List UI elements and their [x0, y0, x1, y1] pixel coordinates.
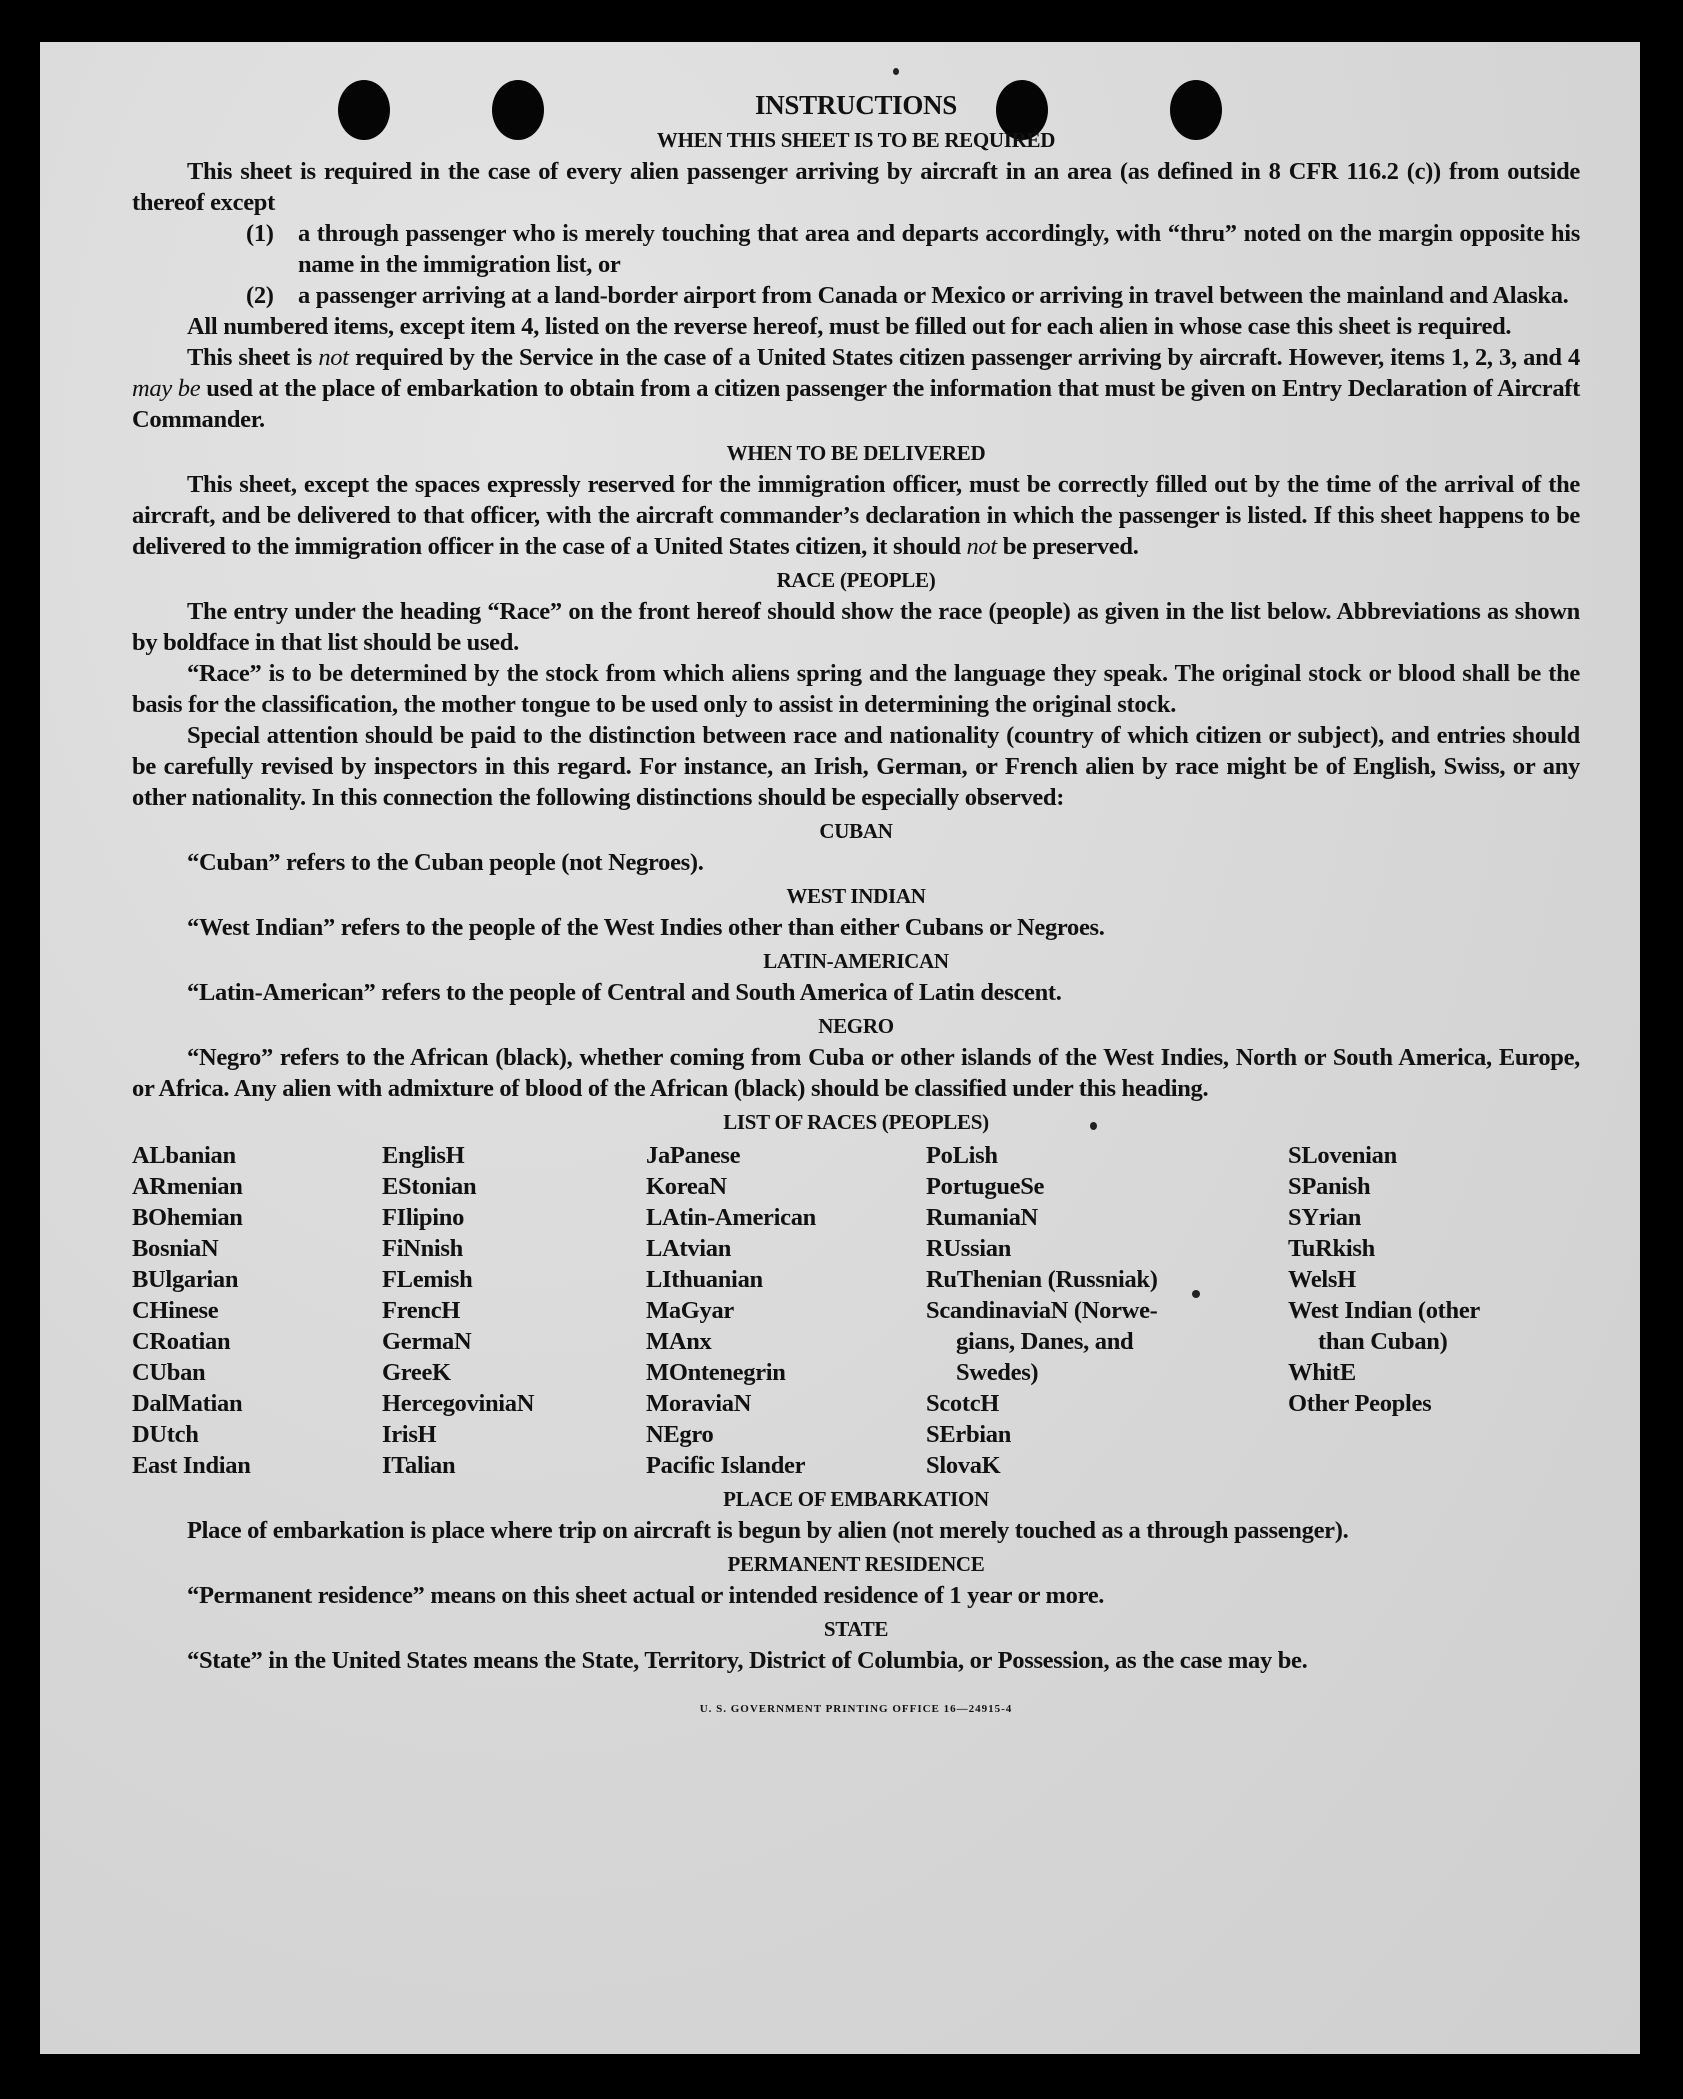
race-column: [926, 1140, 1288, 1481]
race-entry: ScandinaviaN (Norwe-: [926, 1297, 1158, 1324]
text-span: used at the place of embarkation to obtain from a citizen passenger the information that must be given on Entry Declaration of Aircraft Commander.: [132, 375, 1580, 433]
race-entry: WhitE: [1288, 1359, 1356, 1386]
race-column: [382, 1140, 646, 1481]
race-entry: SLovenian: [1288, 1142, 1397, 1169]
race-column: [646, 1140, 926, 1481]
race-entry: EStonian: [382, 1173, 477, 1200]
race-entry: WelsH: [1288, 1266, 1356, 1293]
race-entry: BOhemian: [132, 1204, 243, 1231]
heading-permanent-residence: PERMANENT RESIDENCE: [727, 1552, 985, 1576]
race-entry: FrencH: [382, 1297, 461, 1324]
race-entry: Pacific Islander: [646, 1452, 806, 1479]
race-entry: SPanish: [1288, 1173, 1371, 1200]
race-entry: PoLish: [926, 1142, 998, 1169]
race-entry: ScotcH: [926, 1390, 1000, 1417]
race-entry: NEgro: [646, 1421, 714, 1448]
item-number: (2): [246, 282, 274, 309]
item-number: (1): [246, 220, 274, 247]
emphasis: may be: [132, 375, 201, 402]
race-paragraph-2: “Race” is to be determined by the stock from which aliens spring and the language they speak. The original stock or blood shall be the basis for the classification, the mother tongue to be used only to assist in determining the original stock.: [132, 660, 1580, 718]
race-paragraph-1: The entry under the heading “Race” on the front hereof should show the race (people) as given in the list below. Abbreviations as shown by boldface in that list should be used.: [132, 598, 1580, 656]
race-entry: PortugueSe: [926, 1173, 1045, 1200]
residence-definition: “Permanent residence” means on this sheet actual or intended residence of 1 year or more.: [187, 1582, 1105, 1609]
race-entry: MoraviaN: [646, 1390, 752, 1417]
race-entry: Swedes): [956, 1359, 1039, 1386]
document-page: [40, 42, 1640, 2054]
race-entry: FLemish: [382, 1266, 473, 1293]
race-entry: gians, Danes, and: [956, 1328, 1134, 1355]
race-entry: HercegoviniaN: [382, 1390, 535, 1417]
printer-imprint: U. S. GOVERNMENT PRINTING OFFICE 16—24915-4: [699, 1703, 1013, 1715]
race-entry: MOntenegrin: [646, 1359, 786, 1386]
text-span: This sheet is: [187, 344, 319, 371]
heading-when-required: WHEN THIS SHEET IS TO BE REQUIRED: [656, 128, 1056, 152]
race-entry: FIlipino: [382, 1204, 465, 1231]
ink-speck: [893, 68, 899, 75]
heading-state: STATE: [823, 1617, 889, 1641]
numbered-items-paragraph: All numbered items, except item 4, listed on the reverse hereof, must be filled out for each alien in whose case this sheet is required.: [187, 313, 1512, 340]
heading-latin-american: LATIN-AMERICAN: [763, 949, 949, 973]
race-entry: ARmenian: [132, 1173, 243, 1200]
race-entry: IrisH: [382, 1421, 437, 1448]
race-entry: RuThenian (Russniak): [926, 1266, 1158, 1293]
race-entry: SYrian: [1288, 1204, 1362, 1231]
race-entry: CUban: [132, 1359, 206, 1386]
race-entry: FiNnish: [382, 1235, 463, 1262]
text-span: be preserved.: [996, 533, 1139, 560]
emphasis: not: [318, 344, 349, 371]
heading-west-indian: WEST INDIAN: [786, 884, 926, 908]
race-entry: East Indian: [132, 1452, 251, 1479]
race-entry: Other Peoples: [1288, 1390, 1432, 1417]
race-entry: TuRkish: [1288, 1235, 1375, 1262]
west-indian-definition: “West Indian” refers to the people of the West Indies other than either Cubans or Negroes.: [187, 914, 1105, 941]
heading-race: RACE (PEOPLE): [776, 568, 936, 592]
emphasis: not: [966, 533, 997, 560]
race-entry: EnglisH: [382, 1142, 465, 1169]
heading-embarkation: PLACE OF EMBARKATION: [723, 1487, 989, 1511]
heading-list-of-races: LIST OF RACES (PEOPLES): [723, 1110, 989, 1134]
text-span: This sheet, except the spaces expressly reserved for the immigration officer, must be correctly filled out by the time of the arrival of the aircraft, and be delivered to that officer, with the aircraft commander’s declaration in which the passenger is listed. If this sheet happens to be delivered to the immigration officer in the case of a United States citizen, it should: [132, 471, 1580, 560]
race-entry: BosniaN: [132, 1235, 219, 1262]
race-entry: DalMatian: [132, 1390, 243, 1417]
race-entry: RumaniaN: [926, 1204, 1038, 1231]
race-entry: ITalian: [382, 1452, 456, 1479]
item-text: a through passenger who is merely touching that area and departs accordingly, with “thru” noted on the margin opposite his name in the immigration list, or: [298, 220, 1580, 278]
race-entry: LIthuanian: [646, 1266, 763, 1293]
negro-definition: “Negro” refers to the African (black), whether coming from Cuba or other islands of the West Indies, North or South America, Europe, or Africa. Any alien with admixture of blood of the African (black) should be classified under this heading.: [132, 1044, 1580, 1102]
race-entry: JaPanese: [646, 1142, 741, 1169]
race-column: [1288, 1140, 1580, 1481]
heading-negro: NEGRO: [818, 1014, 894, 1038]
race-entry: MaGyar: [646, 1297, 735, 1324]
required-intro: This sheet is required in the case of every alien passenger arriving by aircraft in an area (as defined in 8 CFR 116.2 (c)) from outside thereof except: [132, 158, 1580, 216]
race-entry: KoreaN: [646, 1173, 727, 1200]
race-entry: SErbian: [926, 1421, 1012, 1448]
race-entry: RUssian: [926, 1235, 1012, 1262]
latin-american-definition: “Latin-American” refers to the people of Central and South America of Latin descent.: [187, 979, 1062, 1006]
exception-item: [246, 280, 1580, 311]
item-text: a passenger arriving at a land-border airport from Canada or Mexico or arriving in travel between the mainland and Alaska.: [298, 282, 1569, 309]
heading-when-delivered: WHEN TO BE DELIVERED: [726, 441, 986, 465]
race-entry: West Indian (other: [1288, 1297, 1480, 1324]
delivered-paragraph: [132, 469, 1580, 562]
races-list: [132, 1140, 1580, 1481]
race-entry: than Cuban): [1318, 1328, 1448, 1355]
citizen-paragraph: [132, 342, 1580, 435]
page-title: INSTRUCTIONS: [755, 90, 957, 120]
race-entry: CRoatian: [132, 1328, 231, 1355]
race-entry: BUlgarian: [132, 1266, 239, 1293]
exception-item: [246, 218, 1580, 280]
cuban-definition: “Cuban” refers to the Cuban people (not Negroes).: [187, 849, 704, 876]
race-entry: CHinese: [132, 1297, 219, 1324]
embarkation-definition: Place of embarkation is place where trip on aircraft is begun by alien (not merely touched as a through passenger).: [187, 1517, 1349, 1544]
race-paragraph-3: Special attention should be paid to the distinction between race and nationality (country of which citizen or subject), and entries should be carefully revised by inspectors in this regard. For instance, an Irish, German, or French alien by race might be of English, Swiss, or any other nationality. In this connection the following distinctions should be especially observed:: [132, 722, 1580, 811]
race-entry: ALbanian: [132, 1142, 236, 1169]
race-entry: GreeK: [382, 1359, 451, 1386]
race-entry: DUtch: [132, 1421, 199, 1448]
heading-cuban: CUBAN: [819, 819, 893, 843]
instructions-content: [132, 88, 1580, 1725]
race-entry: LAtvian: [646, 1235, 732, 1262]
state-definition: “State” in the United States means the State, Territory, District of Columbia, or Possession, as the case may be.: [187, 1647, 1308, 1674]
text-span: required by the Service in the case of a United States citizen passenger arriving by aircraft. However, items 1, 2, 3, and 4: [348, 344, 1580, 371]
race-entry: GermaN: [382, 1328, 472, 1355]
race-entry: SlovaK: [926, 1452, 1001, 1479]
race-entry: MAnx: [646, 1328, 712, 1355]
race-entry: LAtin-American: [646, 1204, 816, 1231]
race-column: [132, 1140, 382, 1481]
